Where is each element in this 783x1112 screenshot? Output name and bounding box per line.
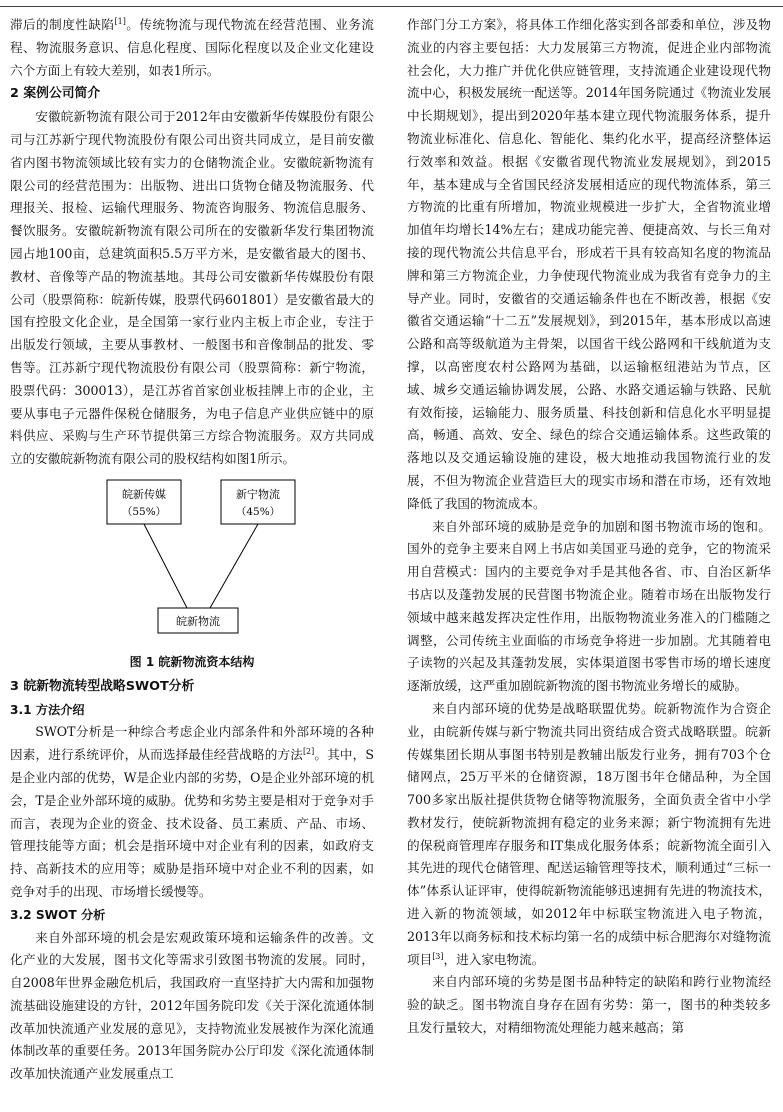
link-media-to-logistics — [144, 524, 187, 608]
box3-name: 皖新物流 — [176, 614, 220, 628]
text-span: 来自内部环境的优势是战略联盟优势。皖新物流作为合资企业，由皖新传媒与新宁物流共同出资结成合资式战略联盟。皖新传媒集团长期从事图书特别是教辅出版发行业务，拥有703个仓储网点，25万平米的仓储资源，18万图书年仓储品种，为全国700多家出版社提供货物仓储等物流服务，全面负责全省中小学教材发行，使皖新物流拥有稳定的业务来源；新宁物流拥有先进的保税商管理库存服务和IT集成化服务体系；皖新物流全面引入其先进的现代仓储管理、配送运输管理等技术，顺利通过“三标一体”体系认证评审，使得皖新物流能够迅速拥有先进的物流技术，进入新的物流领域，如2012年中标联宝物流进入电子物流，2013年以商务标和技术标均第一名的成绩中标合肥海尔对缝物流项目 — [407, 700, 771, 967]
section-heading-swot: 3 皖新物流转型战略SWOT分析 — [10, 678, 195, 694]
section-heading-company: 2 案例公司简介 — [10, 86, 101, 102]
capital-structure-diagram — [10, 477, 374, 651]
figure-capital-structure — [10, 477, 374, 651]
paragraph-company: 安徽皖新物流有限公司于2012年由安徽新华传媒股份有限公司与江苏新宁现代物流股份有限公司出资共同成立，是目前安徽省内图书物流领域比较有实力的仓储物流企业。安徽皖新物流有限公司的经营范围为：出版物、进出口货物仓储及物流服务、代理报关、报检、运输代理服务、物流咨询服务、物流信息服务、餐饮服务。安徽皖新物流有限公司所在的安徽新华发行集团物流园占地100亩，总建筑面积5.5万平方米，是安徽省最大的图书、教材、音像等产品的物流基地。其母公司安徽新华传媒股份有限公司（股票简称：皖新传媒，股票代码601801）是安徽省最大的国有控股文化企业，是全国第一家行业内主板上市企业，专注于出版发行领域，主要从事教材、一般图书和音像制品的批发、零售等。江苏新宁现代物流股份有限公司（股票简称：新宁物流，股票代码：300013），是江苏省首家创业板挂牌上市的企业，主要从事电子元器件保税仓储服务，为电子信息产业供应链中的原料供应、采购与生产环节提供第三方综合物流服务。双方共同成立的安徽皖新物流有限公司的股权结构如图1所示。 — [10, 109, 374, 467]
text-span: 滞后的制度性缺陷 — [10, 17, 115, 32]
citation-ref: [2] — [302, 746, 315, 756]
box1-name: 皖新传媒 — [122, 487, 166, 501]
box2-name: 新宁物流 — [236, 487, 280, 501]
paragraph-strength — [407, 698, 771, 972]
header-rule — [0, 6, 783, 7]
text-span: 。其中，S是企业内部的优势，W是企业内部的劣势，O是企业外部环境的机会，T是企业外部环境的威胁。优势和劣势主要是相对于竞争对手而言，表现为企业的资金、技术设备、员工素质、产品、市场、管理技能等方面；机会是指环境中对企业有利的因素，如政府支持、高新技术的应用等；威胁是指环境中对企业不利的因素，如竞争对手的出现、市场增长缓慢等。 — [10, 747, 374, 899]
text-span: SWOT分析是一种综合考虑企业内部条件和外部环境的各种因素，进行系统评价，从而选择最佳经营战略的方法 — [10, 724, 374, 763]
text-span: ，进入家电物流。 — [443, 951, 545, 967]
subsection-heading-method: 3.1 方法介绍 — [10, 702, 85, 717]
paragraph-policy: 作部门分工方案》，将具体工作细化落实到各部委和单位，涉及物流业的内容主要包括：大力发展第三方物流，促进企业内部物流社会化，大力推广并优化供应链管理，支持流通企业建设现代物流中心，积极发展统一配送等。2014年国务院通过《物流业发展中长期规划》，提出到2020年基本建立现代物流服务体系，提升物流业标准化、信息化、智能化、集约化水平，提高经济整体运行效率和效益。根据《安徽省现代物流业发展规划》，到2015年，基本建成与全省国民经济发展相适应的现代物流体系，第三方物流的比重有所增加，物流业规模进一步扩大，全省物流业增加值年均增长14%左右；建成功能完善、便捷高效、与长三角对接的现代物流公共信息平台，形成若干具有较高知名度的物流品牌和第三方物流企业，力争使现代物流业成为我省有竞争力的主导产业。同时，安徽省的交通运输条件也在不断改善，根据《安徽省交通运输“十二五”发展规划》，到2015年，基本形成以高速公路和高等级航道为主骨架，以国省干线公路网和干线航道为支撑，以高密度农村公路网为基础，以运输枢纽港站为节点，区域、城乡交通运输协调发展，公路、水路交通运输与铁路、民航有效衔接，运输能力、服务质量、科技创新和信息化水平明显提高，畅通、高效、安全、绿色的综合交通运输体系。这些政策的落地以及交通运输设施的建设，极大地推动我国物流行业的发展，不但为物流企业营造巨大的现实市场和潜在市场，还有效地降低了我国的物流成本。 — [407, 17, 771, 511]
paragraph-method — [10, 721, 374, 903]
left-column — [10, 14, 374, 1086]
link-xinning-to-logistics — [210, 524, 258, 608]
paragraph-continuation — [10, 14, 374, 82]
box2-pct: （45%） — [235, 505, 281, 518]
paragraph-threat: 来自外部环境的威胁是竞争的加剧和图书物流市场的饱和。国外的竞争主要来自网上书店如美国亚马逊的竞争，它的物流采用自营模式：国内的主要竞争对手是其他各省、市、自治区新华书店以及蓬勃发展的民营图书物流企业。随着市场在出版物发行领域中越来越发挥决定性作用，出版物物流业务准入的门槛随之调整，公司传统主业面临的市场竞争将进一步加剧。尤其随着电子读物的兴起及其蓬勃发展，实体渠道图书零售市场的增长速度逐渐放缓，这严重加剧皖新物流的图书物流业务增长的威胁。 — [407, 518, 771, 694]
citation-ref: [3] — [432, 951, 444, 961]
paragraph-opportunity: 来自外部环境的机会是宏观政策环境和运输条件的改善。文化产业的大发展，图书文化等需求引致图书物流的发展。同时，自2008年世界金融危机后，我国政府一直坚持扩大内需和加强物流基础设施建设的方针，2012年国务院印发《关于深化流通体制改革加快流通产业发展的意见》，支持物流业发展被作为深化流通体制改革的重要任务。2013年国务院办公厅印发《深化流通体制改革加快流通产业发展重点工 — [10, 929, 374, 1082]
paragraph-weakness: 来自内部环境的劣势是图书品种特定的缺陷和跨行业物流经验的缺乏。图书物流自身存在固有劣势：第一，图书的种类较多且发行量较大，对精细物流处理能力越来越高；第 — [407, 974, 771, 1036]
right-column — [407, 14, 771, 1040]
text-span: 。传统物流与现代物流在经营范围、业务流程、物流服务意识、信息化程度、国际化程度以及企业文化建设六个方面上有较大差别，如表1所示。 — [10, 17, 375, 78]
citation-ref: [1] — [114, 16, 126, 26]
subsection-heading-swot: 3.2 SWOT 分析 — [10, 907, 106, 922]
box1-pct: （55%） — [121, 505, 167, 518]
figure-caption: 图 1 皖新物流资本结构 — [129, 654, 255, 669]
